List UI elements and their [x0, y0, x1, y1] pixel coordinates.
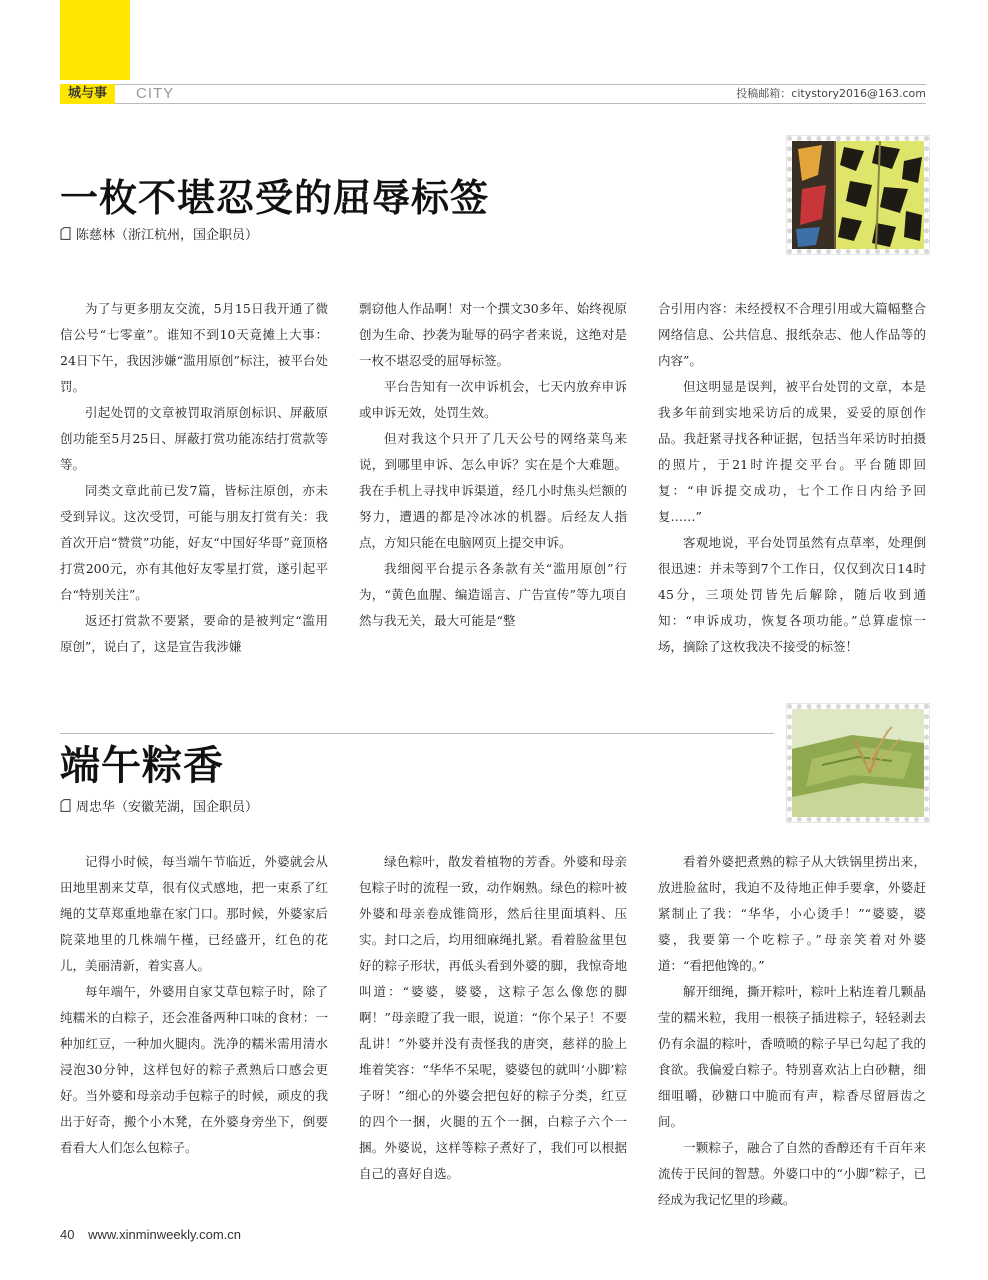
page-footer [60, 1227, 241, 1242]
paragraph: 剽窃他人作品啊！对一个撰文30多年、始终视原创为生命、抄袭为耻辱的码字者来说，这绝对是一枚不堪忍受的屈辱标签。 [359, 301, 627, 368]
section-header-bar [60, 84, 926, 104]
paragraph: 客观地说，平台处罚虽然有点草率，处理倒很迅速：并未等到7个工作日，仅仅到次日14时45分，三项处罚皆先后解除，随后收到通知：“申诉成功，恢复各项功能。”总算虚惊一场，摘除了这枚我决不接受的标签！ [658, 535, 926, 654]
paragraph: 但对我这个只开了几天公号的网络菜鸟来说，到哪里申诉、怎么申诉？实在是个大难题。我在手机上寻找申诉渠道，经几小时焦头烂额的努力，遭遇的都是冷冰冰的机器。后经友人指点，方知只能在电脑网页上提交申诉。 [359, 431, 627, 550]
zongzi-image [792, 709, 924, 817]
website-url: www.xinminweekly.com.cn [88, 1227, 242, 1242]
paragraph: 同类文章此前已发7篇，皆标注原创，亦未受到异议。这次受罚，可能与朋友打赏有关：我首次开启“赞赏”功能，好友“中国好华哥”竟顶格打赏200元，亦有其他好友零星打赏，遂引起平台“特别关注”。 [60, 483, 328, 602]
author-pen-icon [60, 799, 71, 812]
paragraph: 解开细绳，撕开粽叶，粽叶上粘连着几颗晶莹的糯米粒，我用一根筷子插进粽子，轻轻剥去仍有余温的粽叶，香喷喷的粽子早已勾起了我的食欲。我偏爱白粽子。特别喜欢沾上白砂糖，细细咀嚼，砂糖口中脆而有声，粽香尽留唇齿之间。 [658, 984, 926, 1129]
paragraph: 返还打赏款不要紧，要命的是被判定“滥用原创”，说白了，这是宣告我涉嫌 [60, 613, 328, 654]
article1-column-2 [359, 296, 627, 634]
section-name-en: CITY [136, 85, 175, 102]
article1-column-1 [60, 296, 328, 660]
folded-paper-image [792, 141, 924, 249]
paragraph: 我细阅平台提示各条款有关“滥用原创”行为，“黄色血腥、编造谣言、广告宣传”等九项自然与我无关，最大可能是“整 [359, 561, 627, 628]
paragraph: 但这明显是误判，被平台处罚的文章，本是我多年前到实地采访后的成果，妥妥的原创作品。我赶紧寻找各种证据，包括当年采访时拍摄的照片，于21时许提交平台。平台随即回复：“申诉提交成功，七个工作日内给予回复……” [658, 379, 926, 524]
paragraph: 为了与更多朋友交流，5月15日我开通了微信公号“七零童”。谁知不到10天竟摊上大事：24日下午，我因涉嫌“滥用原创”标注，被平台处罚。 [60, 301, 328, 394]
article1-title: 一枚不堪忍受的屈辱标签 [60, 175, 490, 220]
article2-column-1 [60, 849, 328, 1161]
paragraph: 引起处罚的文章被罚取消原创标识、屏蔽原创功能至5月25日、屏蔽打赏功能冻结打赏款等等。 [60, 405, 328, 472]
article1-stamp-image [787, 136, 929, 254]
article1-author: 陈慈林（浙江杭州，国企职员） [76, 228, 259, 243]
article2-byline [60, 796, 258, 815]
paragraph: 记得小时候，每当端午节临近，外婆就会从田地里割来艾草，很有仪式感地，把一束系了红绳的艾草郑重地靠在家门口。那时候，外婆家后院菜地里的几株端午槿，已经盛开，红色的花儿，美丽清新，着实喜人。 [60, 854, 328, 973]
page-number: 40 [60, 1227, 75, 1242]
paragraph: 平台告知有一次申诉机会，七天内放弃申诉或申诉无效，处罚生效。 [359, 379, 627, 420]
article1-byline [60, 224, 258, 243]
article2-author: 周忠华（安徽芜湖，国企职员） [76, 800, 259, 815]
article-divider [60, 733, 774, 734]
section-name-cn: 城与事 [60, 84, 115, 104]
article2-column-2 [359, 849, 627, 1187]
paragraph: 一颗粽子，融合了自然的香醇还有千百年来流传于民间的智慧。外婆口中的“小脚”粽子，已经成为我记忆里的珍藏。 [658, 1140, 926, 1207]
author-pen-icon [60, 227, 71, 240]
paragraph: 看着外婆把煮熟的粽子从大铁锅里捞出来，放进脸盆时，我迫不及待地正伸手要拿，外婆赶紧制止了我：“华华，小心烫手！”“婆婆，婆婆，我要第一个吃粽子。”母亲笑着对外婆道：“看把他馋的。” [658, 854, 926, 973]
submission-email: 投稿邮箱：citystory2016@163.com [736, 87, 926, 100]
article2-column-3 [658, 849, 926, 1213]
paragraph: 合引用内容：未经授权不合理引用或大篇幅整合网络信息、公共信息、报纸杂志、他人作品等的内容”。 [658, 301, 926, 368]
section-color-tab [60, 0, 130, 80]
paragraph: 绿色粽叶，散发着植物的芳香。外婆和母亲包粽子时的流程一致，动作娴熟。绿色的粽叶被外婆和母亲卷成锥筒形，然后往里面填料、压实。封口之后，均用细麻绳扎紧。看着脸盆里包好的粽子形状，再低头看到外婆的脚，我惊奇地叫道：“婆婆，婆婆，这粽子怎么像您的脚啊！”母亲瞪了我一眼，说道：“你个呆子！不要乱讲！”外婆并没有责怪我的唐突，慈祥的脸上堆着笑容：“华华不呆呢，婆婆包的就叫‘小脚’粽子呀！”细心的外婆会把包好的粽子分类，红豆的四个一捆，火腿的五个一捆，白粽子六个一捆。外婆说，这样等粽子煮好了，我们可以根据自己的喜好自选。 [359, 854, 627, 1181]
paragraph: 每年端午，外婆用自家艾草包粽子时，除了纯糯米的白粽子，还会准备两种口味的食材：一种加红豆，一种加火腿肉。洗净的糯米需用清水浸泡30分钟，这样包好的粽子煮熟后口感会更好。当外婆和母亲动手包粽子的时候，顽皮的我出于好奇，搬个小木凳，在外婆身旁坐下，倒要看看大人们怎么包粽子。 [60, 984, 328, 1155]
article1-column-3 [658, 296, 926, 660]
article2-stamp-image [787, 704, 929, 822]
article2-title: 端午粽香 [60, 742, 224, 789]
